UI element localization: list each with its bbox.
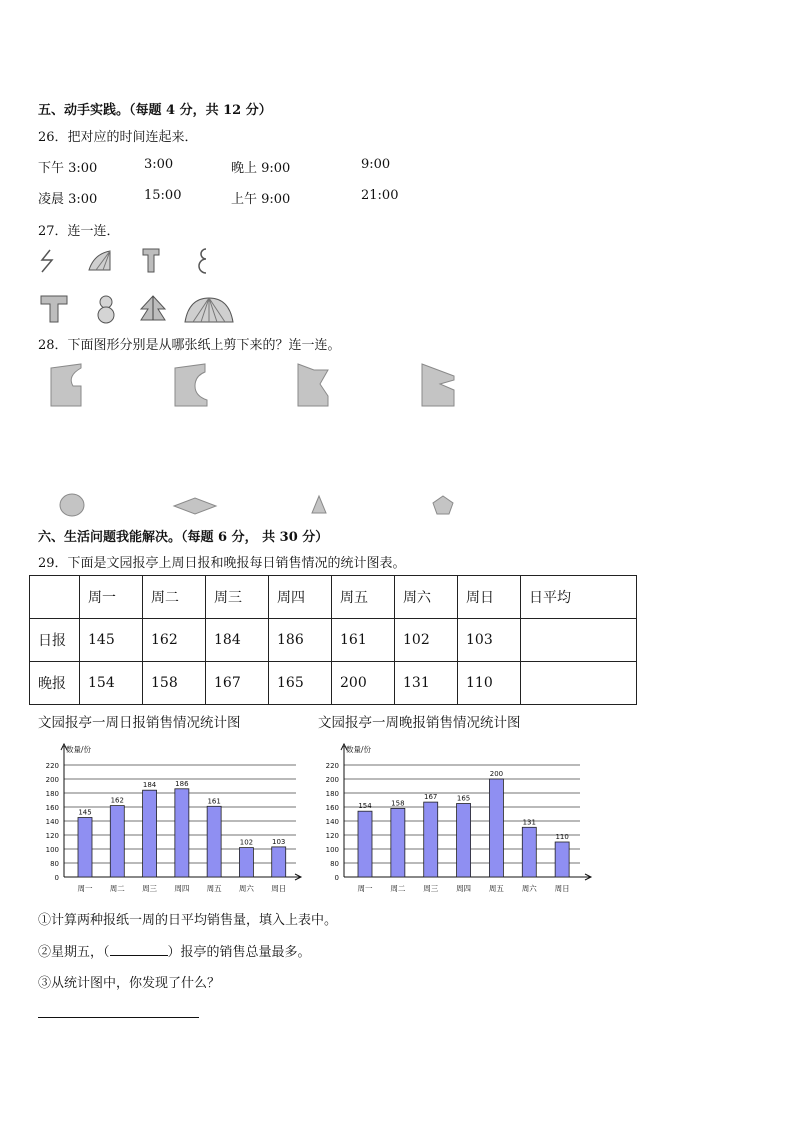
sales-table — [29, 575, 637, 705]
table-cell: 161 — [332, 619, 395, 662]
paper-cut-shape-3 — [296, 362, 334, 408]
full-tree-icon — [138, 294, 168, 324]
table-cell: 154 — [80, 662, 143, 705]
q28-prompt: 28．下面图形分别是从哪张纸上剪下来的？连一连。 — [38, 338, 341, 353]
y-tick-label: 220 — [45, 762, 59, 770]
q26-time-item: 3:00 — [144, 157, 174, 172]
full-mushroom-icon — [38, 293, 70, 325]
chart-title-evening: 文园报亭一周晚报销售情况统计图 — [318, 715, 521, 731]
table-cell: 周六 — [395, 576, 458, 619]
y-tick-label: 180 — [45, 790, 59, 798]
q26-time-item: 凌晨 3:00 — [38, 192, 98, 207]
bar — [358, 811, 372, 877]
bar — [272, 847, 286, 877]
table-row — [30, 576, 637, 619]
q29-sub3: ③从统计图中，你发现了什么？ — [38, 976, 221, 991]
table-cell: 145 — [80, 619, 143, 662]
q26-time-item: 下午 3:00 — [38, 161, 98, 176]
section5-header: 五、动手实践。（每题 4 分，共 12 分） — [38, 103, 272, 118]
paper-cut-shape-4 — [420, 362, 458, 408]
q26-time-item: 21:00 — [361, 188, 399, 203]
table-cell: 周日 — [458, 576, 521, 619]
bar — [143, 790, 157, 877]
y-tick-label: 80 — [330, 860, 339, 868]
y-tick-label: 160 — [45, 804, 59, 812]
table-row — [30, 619, 637, 662]
x-tick-label: 周三 — [423, 884, 439, 893]
half-lightning-icon — [38, 248, 60, 274]
circle-shape — [58, 492, 86, 518]
table-row — [30, 662, 637, 705]
bar-value-label: 161 — [207, 797, 221, 806]
y-tick-label: 220 — [325, 762, 339, 770]
answer-line[interactable] — [38, 1017, 199, 1018]
x-tick-label: 周四 — [456, 884, 472, 893]
answer-blank[interactable] — [110, 944, 168, 956]
q29-sub1: ①计算两种报纸一周的日平均销售量，填入上表中。 — [38, 913, 338, 928]
chart-title-daily: 文园报亭一周日报销售情况统计图 — [38, 715, 241, 731]
table-cell: 200 — [332, 662, 395, 705]
table-cell: 110 — [458, 662, 521, 705]
x-tick-label: 周二 — [390, 884, 406, 893]
y-tick-label: 0 — [54, 874, 59, 882]
table-cell: 167 — [206, 662, 269, 705]
bar-value-label: 165 — [456, 794, 471, 803]
y-tick-label: 200 — [325, 776, 339, 784]
daily-average-cell[interactable] — [521, 662, 637, 705]
y-tick-label: 180 — [325, 790, 339, 798]
bar-value-label: 131 — [522, 818, 536, 827]
y-tick-label: 140 — [45, 818, 59, 826]
y-tick-label: 120 — [45, 832, 59, 840]
q26-time-item: 15:00 — [144, 188, 182, 203]
bar — [522, 827, 536, 877]
table-cell: 周一 — [80, 576, 143, 619]
bar — [78, 818, 92, 878]
bar — [207, 806, 221, 877]
bar-value-label: 167 — [424, 793, 438, 802]
pentagon-shape — [431, 494, 455, 516]
bar-value-label: 145 — [78, 808, 92, 817]
section6-header: 六、生活问题我能解决。（每题 6 分， 共 30 分） — [38, 530, 329, 545]
q26-time-item: 晚上 9:00 — [231, 161, 291, 176]
y-axis-label: 数量/份 — [346, 745, 372, 754]
table-cell: 165 — [269, 662, 332, 705]
table-cell: 131 — [395, 662, 458, 705]
table-cell: 162 — [143, 619, 206, 662]
x-tick-label: 周日 — [271, 884, 287, 893]
bar — [555, 842, 569, 877]
bar-value-label: 154 — [358, 802, 372, 811]
bar — [457, 804, 471, 878]
y-tick-label: 140 — [325, 818, 339, 826]
evening-paper-bar-chart — [314, 738, 596, 898]
bar-value-label: 200 — [489, 770, 504, 778]
full-umbrella-icon — [183, 296, 235, 324]
q29-sub2 — [38, 941, 311, 960]
paper-cut-shape-1 — [49, 362, 85, 408]
table-cell: 周二 — [143, 576, 206, 619]
y-tick-label: 200 — [45, 776, 59, 784]
bar — [391, 808, 405, 877]
half-umbrella-icon — [86, 248, 114, 274]
bar-value-label: 158 — [391, 799, 405, 808]
table-cell: 周四 — [269, 576, 332, 619]
triangle-shape — [309, 494, 329, 516]
bar — [424, 802, 438, 877]
y-tick-label: 0 — [334, 874, 339, 882]
q29-prompt: 29．下面是文园报亭上周日报和晚报每日销售情况的统计图表。 — [38, 556, 406, 571]
bar-value-label: 186 — [175, 779, 189, 788]
x-tick-label: 周六 — [238, 884, 254, 893]
x-tick-label: 周五 — [488, 884, 504, 893]
x-tick-label: 周一 — [357, 884, 373, 893]
table-cell: 184 — [206, 619, 269, 662]
q26-time-item: 9:00 — [361, 157, 391, 172]
q26-time-item: 上午 9:00 — [231, 192, 291, 207]
q26-prompt: 26．把对应的时间连起来． — [38, 130, 198, 145]
x-tick-label: 周五 — [206, 884, 222, 893]
y-tick-label: 120 — [325, 832, 339, 840]
rhombus-shape — [172, 496, 218, 516]
half-gourd-icon — [194, 246, 212, 276]
table-cell: 周三 — [206, 576, 269, 619]
bar-value-label: 103 — [272, 837, 286, 846]
table-cell: 158 — [143, 662, 206, 705]
table-cell — [30, 576, 80, 619]
bar-value-label: 110 — [555, 833, 569, 841]
x-tick-label: 周六 — [521, 884, 537, 893]
daily-paper-bar-chart — [34, 738, 306, 898]
paper-cut-shape-2 — [173, 362, 211, 408]
x-tick-label: 周四 — [174, 884, 190, 893]
y-tick-label: 100 — [325, 846, 339, 854]
x-tick-label: 周二 — [109, 884, 125, 893]
y-tick-label: 100 — [45, 846, 59, 854]
table-cell: 日平均 — [521, 576, 637, 619]
y-axis-label: 数量/份 — [66, 745, 92, 754]
table-cell: 日报 — [30, 619, 80, 662]
x-tick-label: 周日 — [554, 884, 570, 893]
x-tick-label: 周一 — [77, 884, 93, 893]
bar-value-label: 102 — [239, 838, 254, 847]
q29-sub2-before: ②星期五，（ — [38, 945, 110, 960]
bar — [175, 789, 189, 877]
full-gourd-icon — [94, 293, 118, 325]
daily-average-cell[interactable] — [521, 619, 637, 662]
bar — [239, 848, 253, 877]
y-tick-label: 160 — [325, 804, 339, 812]
table-cell: 103 — [458, 619, 521, 662]
half-mushroom-icon — [140, 246, 162, 274]
q27-prompt: 27．连一连． — [38, 224, 120, 239]
bar — [489, 779, 503, 877]
table-cell: 周五 — [332, 576, 395, 619]
y-tick-label: 80 — [50, 860, 59, 868]
table-cell: 晚报 — [30, 662, 80, 705]
bar — [110, 806, 124, 877]
x-tick-label: 周三 — [142, 884, 158, 893]
q29-sub2-after: ）报亭的销售总量最多。 — [167, 945, 311, 960]
bar-value-label: 184 — [142, 781, 157, 790]
table-cell: 186 — [269, 619, 332, 662]
table-cell: 102 — [395, 619, 458, 662]
bar-value-label: 162 — [110, 796, 124, 805]
